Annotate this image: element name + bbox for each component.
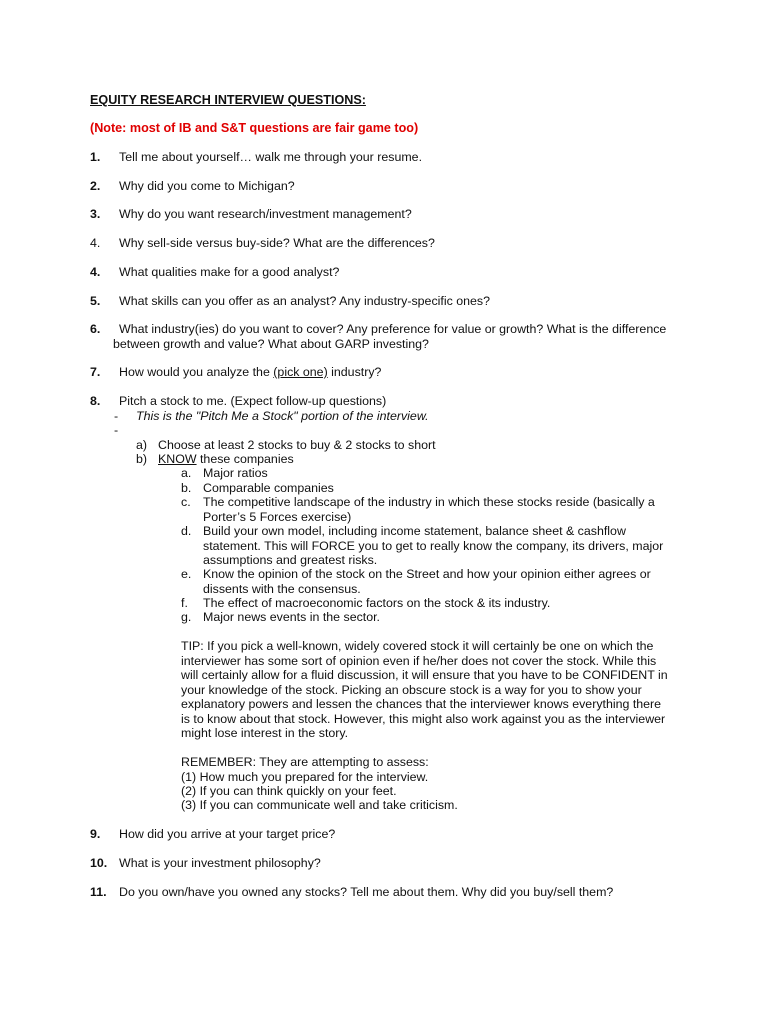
question-text: How did you arrive at your target price? — [119, 827, 336, 841]
list-item-text: these companies — [196, 452, 294, 466]
remember-item: (1) How much you prepared for the interview. — [181, 770, 429, 784]
sub-item: Porter’s 5 Forces exercise) — [203, 510, 352, 524]
list-item: Choose at least 2 stocks to buy & 2 stocks to short — [158, 438, 436, 452]
remember-item: (2) If you can think quickly on your feet. — [181, 784, 397, 798]
sub-label: b. — [181, 481, 192, 495]
question-text-post: industry? — [327, 365, 382, 379]
sub-item: The competitive landscape of the industry in which these stocks reside (basically a — [203, 495, 655, 509]
sub-item: Major news events in the sector. — [203, 610, 380, 624]
sub-label: g. — [181, 610, 192, 624]
tip-line: your knowledge of the stock. Picking an obscure stock is a way for you to show your — [181, 683, 642, 697]
document-note: (Note: most of IB and S&T questions are fair game too) — [90, 121, 419, 135]
question-text: What is your investment philosophy? — [119, 856, 321, 870]
question-text: Do you own/have you owned any stocks? Tell me about them. Why did you buy/sell them? — [119, 885, 614, 899]
question-text: Tell me about yourself… walk me through your resume. — [119, 150, 423, 164]
sub-label: f. — [181, 596, 188, 610]
list-item — [158, 452, 294, 467]
sub-item: statement. This will FORCE you to get to really know the company, its drivers, major — [203, 539, 664, 553]
sub-item: assumptions and greatest risks. — [203, 553, 378, 567]
dash-bullet: - — [114, 409, 119, 423]
question-number: 9. — [90, 827, 101, 841]
sub-item: Build your own model, including income statement, balance sheet & cashflow — [203, 524, 626, 538]
question-number: 2. — [90, 179, 101, 193]
sub-label: d. — [181, 524, 192, 538]
question-text — [119, 365, 381, 380]
sub-label: e. — [181, 567, 192, 581]
sub-label: a. — [181, 466, 192, 480]
tip-line: explanatory powers and lessen the chances that the interviewer knows everything there — [181, 697, 662, 711]
question-number: 10. — [90, 856, 108, 870]
document-title: EQUITY RESEARCH INTERVIEW QUESTIONS: — [90, 93, 366, 107]
question-text: between growth and value? What about GARP investing? — [113, 337, 429, 351]
sub-item: Know the opinion of the stock on the Street and how your opinion either agrees or — [203, 567, 651, 581]
question-text: What industry(ies) do you want to cover? Any preference for value or growth? What is the difference — [119, 322, 667, 336]
question-text-pre: How would you analyze the — [119, 365, 274, 379]
question-number: 4. — [90, 265, 101, 279]
tip-line: might lose interest in the story. — [181, 726, 349, 740]
question-text: What skills can you offer as an analyst? Any industry-specific ones? — [119, 294, 490, 308]
question-text: Why did you come to Michigan? — [119, 179, 295, 193]
question-number: 7. — [90, 365, 101, 379]
question-text: Why do you want research/investment management? — [119, 207, 412, 221]
know-underlined: KNOW — [158, 452, 197, 466]
question-number: 11. — [90, 885, 107, 899]
pitch-subtitle: This is the "Pitch Me a Stock" portion of the interview. — [136, 409, 429, 423]
sub-item: Major ratios — [203, 466, 268, 480]
question-number: 3. — [90, 207, 101, 221]
question-number: 6. — [90, 322, 101, 336]
question-text: Pitch a stock to me. (Expect follow-up questions) — [119, 394, 387, 408]
sub-item: dissents with the consensus. — [203, 582, 361, 596]
question-text-underlined: (pick one) — [273, 365, 328, 379]
question-number: 4. — [90, 236, 101, 250]
question-number: 5. — [90, 294, 101, 308]
sub-label: c. — [181, 495, 191, 509]
question-text: Why sell-side versus buy-side? What are the differences? — [119, 236, 435, 250]
sub-item: The effect of macroeconomic factors on the stock & its industry. — [203, 596, 551, 610]
question-text: What qualities make for a good analyst? — [119, 265, 340, 279]
list-label: b) — [136, 452, 148, 466]
tip-line: interviewer has some sort of opinion even if he/her does not cover the stock. While this — [181, 654, 657, 668]
remember-item: (3) If you can communicate well and take criticism. — [181, 798, 458, 812]
dash-bullet: - — [114, 423, 119, 437]
question-number: 1. — [90, 150, 101, 164]
tip-line: will certainly allow for a fluid discussion, it will ensure that you have to be CONFIDENT in — [181, 668, 668, 682]
remember-heading: REMEMBER: They are attempting to assess: — [181, 755, 429, 769]
sub-item: Comparable companies — [203, 481, 334, 495]
tip-line: is to know about that stock. However, this might also work against you as the interviewer — [181, 712, 666, 726]
question-number: 8. — [90, 394, 101, 408]
tip-line: TIP: If you pick a well-known, widely covered stock it will certainly be one on which the — [181, 639, 654, 653]
list-label: a) — [136, 438, 148, 452]
